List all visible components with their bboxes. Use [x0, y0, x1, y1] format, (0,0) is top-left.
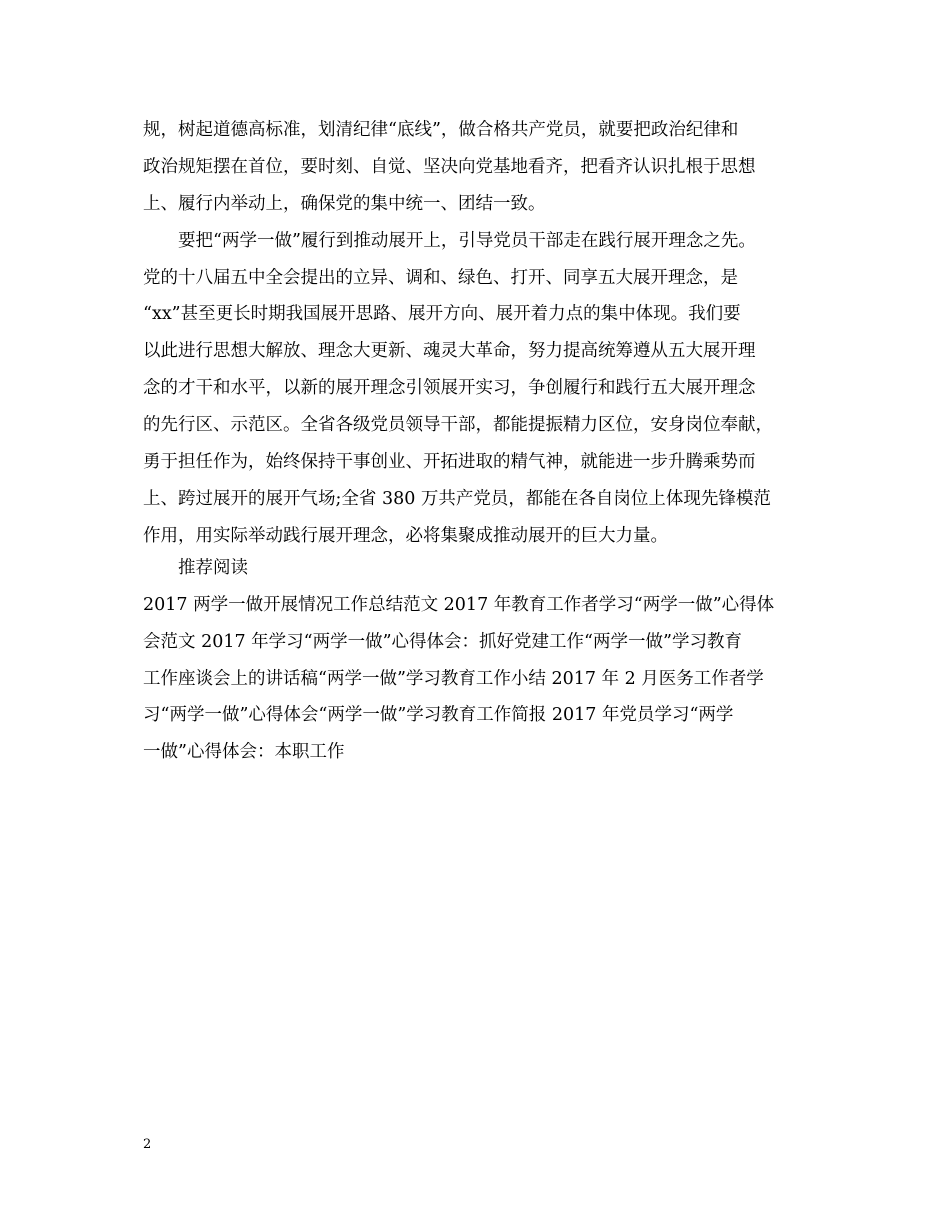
recommended-line-5: 一做”心得体会：本职工作: [143, 742, 345, 762]
paragraph-2-line-5: 念的才干和水平，以新的展开理念引领展开实习，争创履行和践行五大展开理念: [143, 378, 756, 398]
paragraph-1-line-2: 政治规矩摆在首位，要时刻、自觉、坚决向党基地看齐，把看齐认识扎根于思想: [143, 157, 756, 177]
paragraph-2-line-9: 作用，用实际举动践行展开理念，必将集聚成推动展开的巨大力量。: [143, 526, 668, 546]
recommended-line-3: 工作座谈会上的讲话稿“两学一做”学习教育工作小结 2017 年 2 月医务工作者学: [143, 669, 764, 689]
page-number: 2: [143, 1137, 152, 1152]
recommended-line-1: 2017 两学一做开展情况工作总结范文 2017 年教育工作者学习“两学一做”心得体: [143, 595, 775, 615]
recommended-line-2: 会范文 2017 年学习“两学一做”心得体会：抓好党建工作“两学一做”学习教育: [143, 632, 742, 652]
paragraph-1-line-1: 规，树起道德高标准，划清纪律“底线”，做合格共产党员，就要把政治纪律和: [143, 120, 739, 140]
paragraph-2-line-8: 上、跨过展开的展开气场;全省 380 万共产党员，都能在各自岗位上体现先锋模范: [143, 489, 771, 509]
paragraph-2-line-3: “xx”甚至更长时期我国展开思路、展开方向、展开着力点的集中体现。我们要: [143, 304, 741, 324]
paragraph-2-line-6: 的先行区、示范区。全省各级党员领导干部，都能提振精力区位，安身岗位奉献，: [143, 415, 773, 435]
recommended-reading-heading: 推荐阅读: [178, 558, 248, 578]
paragraph-2-line-2: 党的十八届五中全会提出的立异、调和、绿色、打开、同享五大展开理念，是: [143, 268, 738, 288]
recommended-line-4: 习“两学一做”心得体会“两学一做”学习教育工作简报 2017 年党员学习“两学: [143, 705, 734, 725]
paragraph-1-line-3: 上、履行内举动上，确保党的集中统一、团结一致。: [143, 194, 546, 214]
paragraph-2-line-7: 勇于担任作为，始终保持干事创业、开拓进取的精气神，就能进一步升腾乘势而: [143, 452, 756, 472]
paragraph-2-line-1: 要把“两学一做”履行到推动展开上，引导党员干部走在践行展开理念之先。: [178, 231, 756, 251]
paragraph-2-line-4: 以此进行思想大解放、理念大更新、魂灵大革命，努力提高统筹遵从五大展开理: [143, 341, 756, 361]
